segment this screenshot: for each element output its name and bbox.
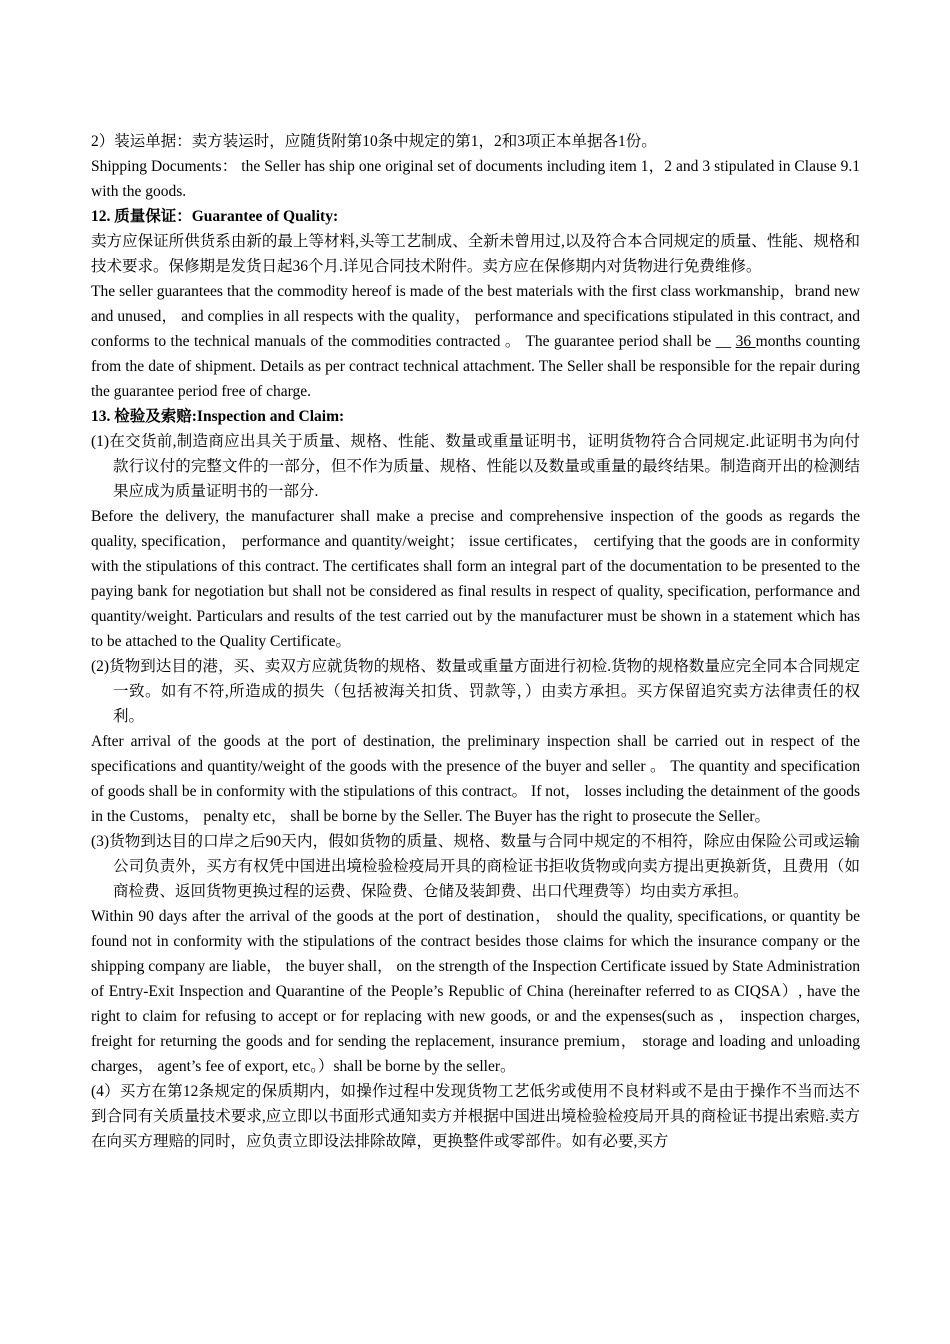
clause-12-heading: 12. 质量保证：Guarantee of Quality: xyxy=(91,208,339,225)
clause-13-heading: 13. 检验及索赔:Inspection and Claim: xyxy=(91,408,345,425)
quality-guarantee-cn: 卖方应保证所供货系由新的最上等材料,头等工艺制成、全新未曾用过,以及符合本合同规定的质量、性能、规格和技术要求。保修期是发货日起36个月.详见合同技术附件。卖方应在保修期内对货物进行免费维修。 xyxy=(91,233,860,275)
inspection-item-1-en: Before the delivery, the manufacturer shall make a precise and comprehensive inspection of the goods as regards the quality, specification， performance and quantity/weight； issue certificates， certifying that the goods are in conformity with the stipulations of this contract. The certificates shall form an integral part of the documentation to be presented to the paying bank for negotiation but shall not be considered as final results in respect of quality, specification, performance and quantity/weight. Particulars and results of the test carried out by the manufacturer must be shown in a statement which has to be attached to the Quality Certificate。 xyxy=(91,508,860,650)
guarantee-text-start: The seller guarantees that the commodity hereof is made of the best materials with the first class workmanship，brand new and unused， and complies in all respects with the quality， performance and specifications stipulated in this contract, and conforms to the technical manuals of the commodities contracted 。 The guarantee period shall be xyxy=(91,283,860,350)
inspection-item-4-cn: (4）买方在第12条规定的保质期内，如操作过程中发现货物工艺低劣或使用不良材料或不是由于操作不当而达不到合同有关质量技术要求,应立即以书面形式通知卖方并根据中国进出境检验检疫局开具的商检证书提出索赔.卖方在向买方理赔的同时，应负责立即设法排除故障，更换整件或零部件。如有必要,买方 xyxy=(91,1083,860,1150)
guarantee-text-end: months counting from the date of shipment. Details as per contract technical attachment. The Seller shall be responsible for the repair during the guarantee period free of charge. xyxy=(91,333,861,400)
inspection-item-1-cn: (1)在交货前,制造商应出具关于质量、规格、性能、数量或重量证明书，证明货物符合合同规定.此证明书为向付款行议付的完整文件的一部分，但不作为质量、规格、性能以及数量或重量的最终结果。制造商开出的检测结果应成为质量证明书的一部分. xyxy=(91,433,860,500)
quality-guarantee-en xyxy=(91,279,860,404)
inspection-item-3-en: Within 90 days after the arrival of the goods at the port of destination， should the quality, specifications, or quantity be found not in conformity with the stipulations of the contract besides those claims for which the insurance company or the shipping company are liable， the buyer shall， on the strength of the Inspection Certificate issued by State Administration of Entry-Exit Inspection and Quarantine of the People’s Republic of China (hereinafter referred to as CIQSA）, have the right to claim for refusing to accept or for replacing with new goods, or and the expenses(such as ， inspection charges, freight for returning the goods and for sending the replacement, insurance premium， storage and loading and unloading charges， agent’s fee of export, etc。）shall be borne by the seller。 xyxy=(91,908,860,1075)
inspection-item-3-cn: (3)货物到达目的口岸之后90天内，假如货物的质量、规格、数量与合同中规定的不相符，除应由保险公司或运输公司负责外，买方有权凭中国进出境检验检疫局开具的商检证书拒收货物或向卖方提出更换新货，且费用（如商检费、返回货物更换过程的运费、保险费、仓储及装卸费、出口代理费等）均由卖方承担。 xyxy=(91,833,860,900)
shipping-documents-en: Shipping Documents： the Seller has ship one original set of documents including item 1，2 and 3 stipulated in Clause 9.1 with the goods. xyxy=(91,158,860,200)
inspection-item-2-cn: (2)货物到达目的港，买、卖双方应就货物的规格、数量或重量方面进行初检.货物的规格数量应完全同本合同规定一致。如有不符,所造成的损失（包括被海关扣货、罚款等，）由卖方承担。买方保留追究卖方法律责任的权利。 xyxy=(91,658,860,725)
guarantee-blank: __ xyxy=(715,333,732,350)
inspection-item-2-en: After arrival of the goods at the port of destination, the preliminary inspection shall be carried out in respect of the specifications and quantity/weight of the goods with the presence of the buyer and seller 。 The quantity and specification of goods shall be in conformity with the stipulations of this contract。 If not， losses including the detainment of the goods in the Customs， penalty etc， shall be borne by the Seller. The Buyer has the right to prosecute the Seller。 xyxy=(91,733,860,825)
guarantee-period-months: 36 xyxy=(735,333,756,350)
shipping-documents-cn: 2）装运单据：卖方装运时，应随货附第10条中规定的第1，2和3项正本单据各1份。 xyxy=(91,133,657,150)
